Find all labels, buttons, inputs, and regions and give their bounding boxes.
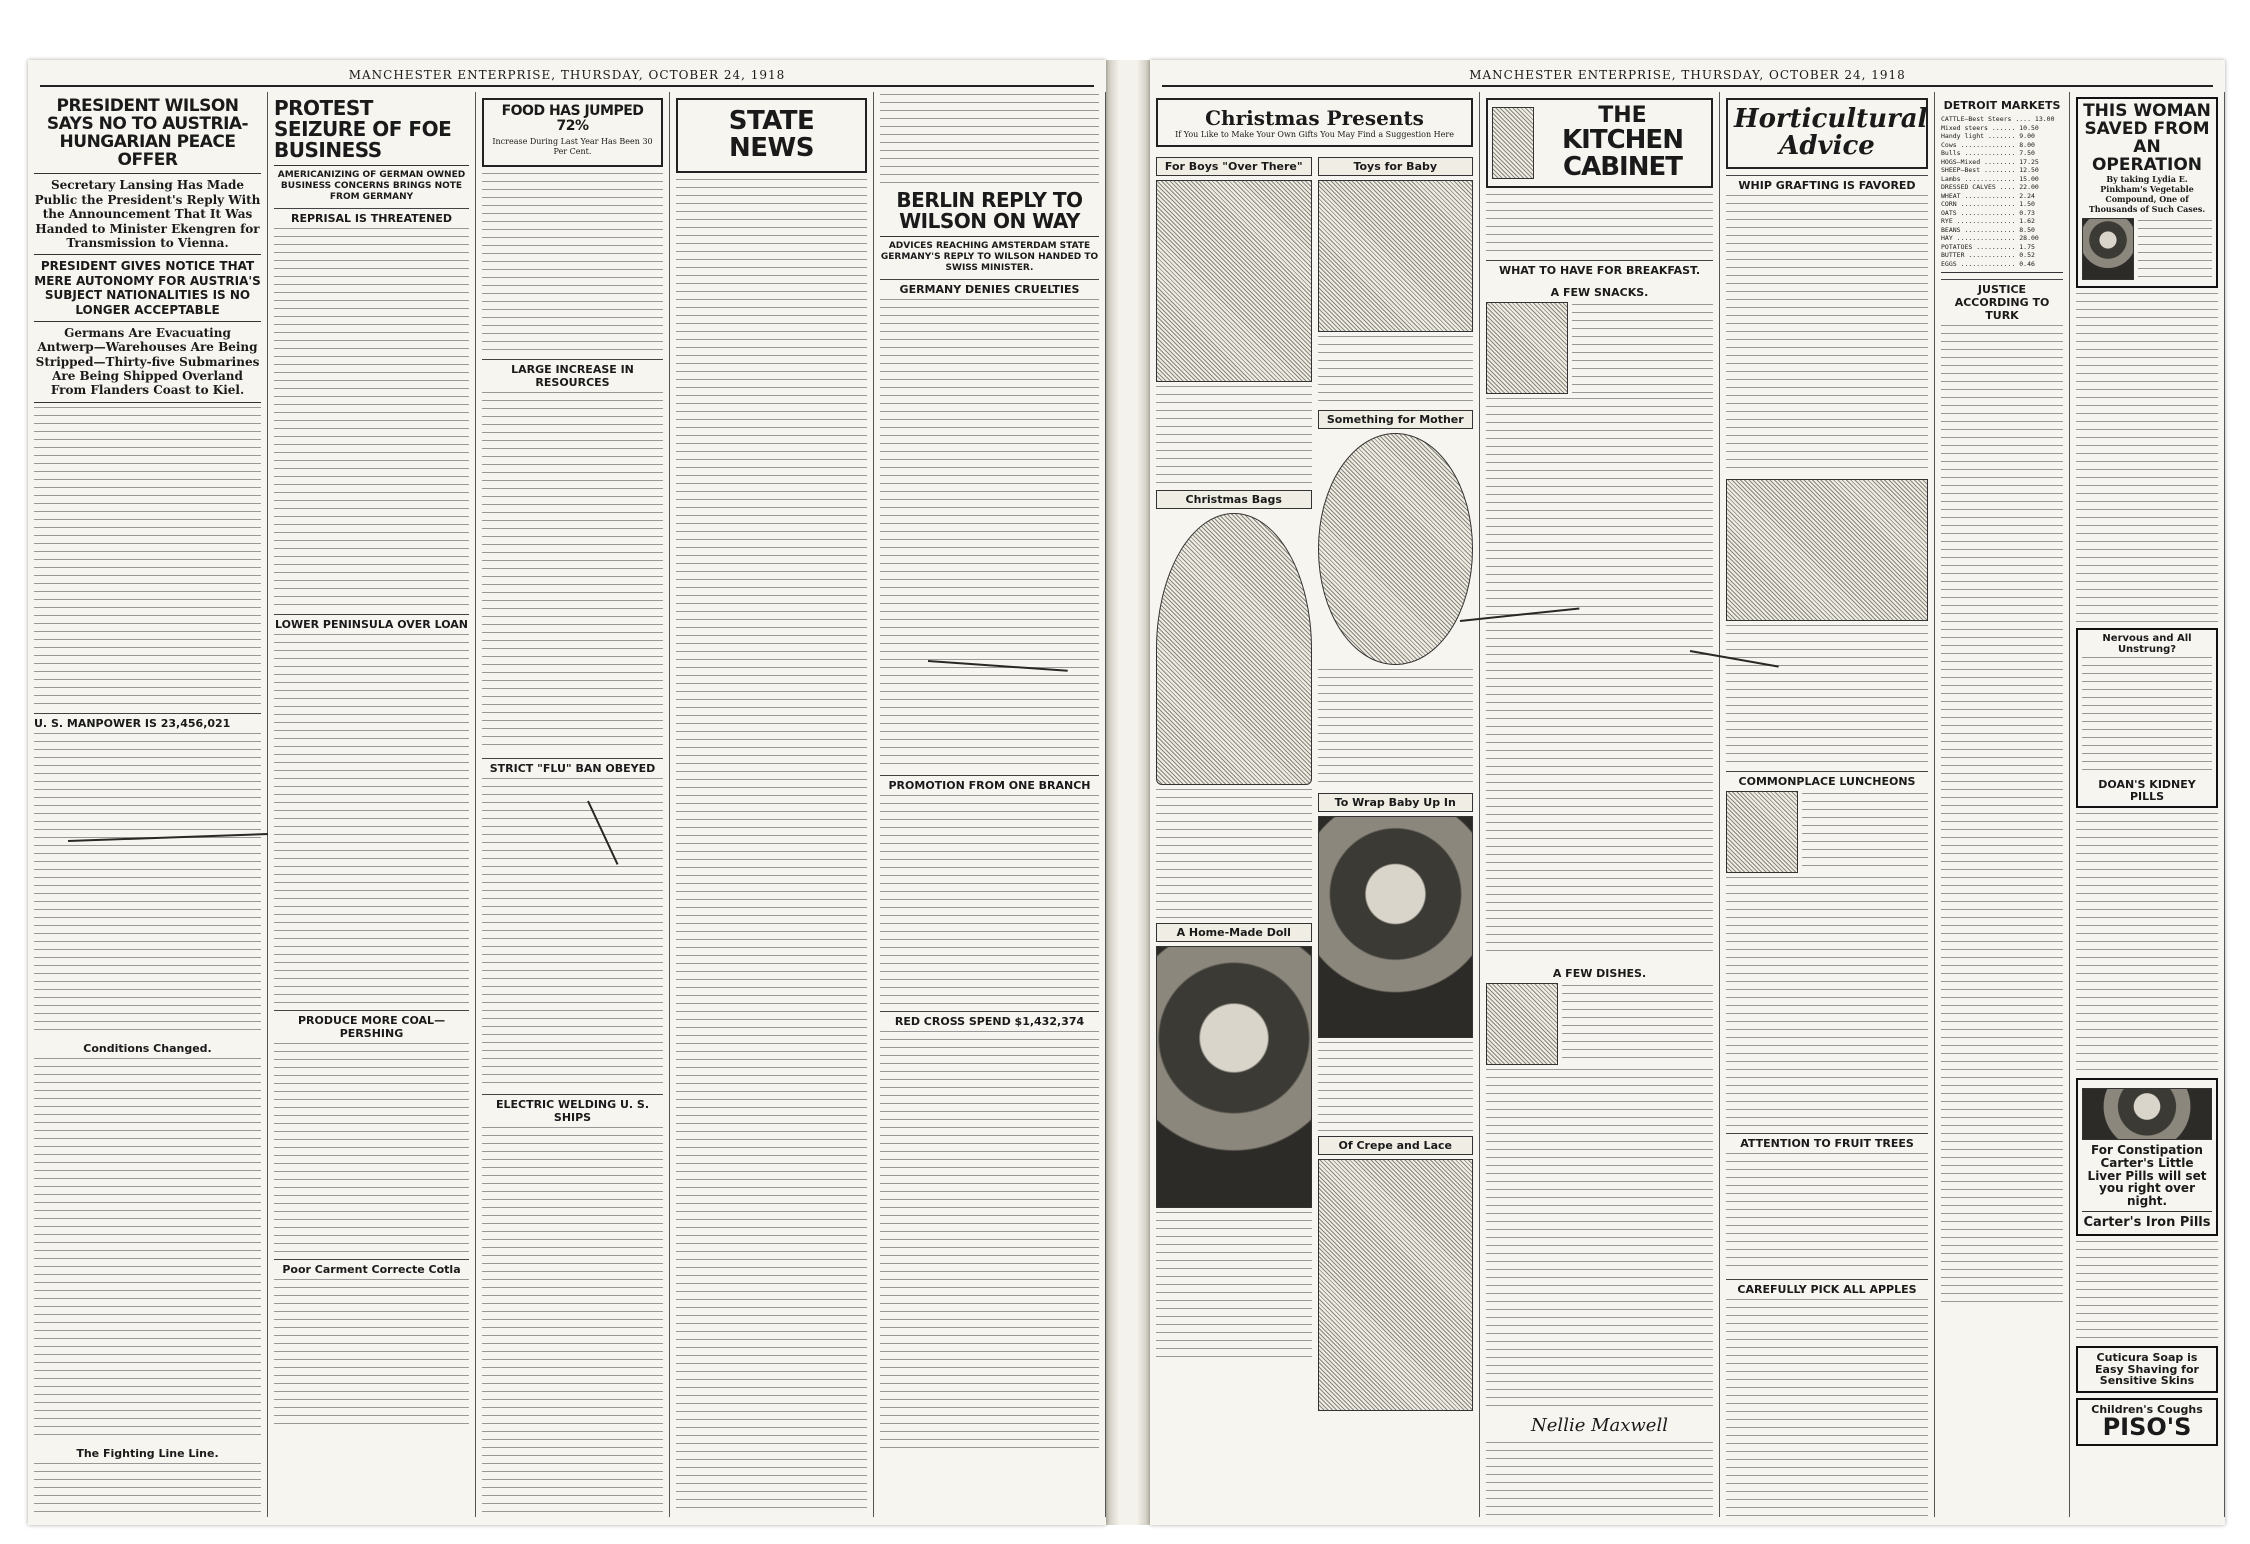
column-markets xyxy=(1935,92,2070,1517)
horticultural-title: Horticultural Advice xyxy=(1734,104,1928,162)
dropcap-illustration-3 xyxy=(1726,791,1798,873)
subhead-flu-ban: STRICT "FLU" BAN OBEYED xyxy=(482,758,663,775)
column-state-news xyxy=(670,92,874,1517)
market-table xyxy=(1941,115,2063,268)
label-toys-for-baby: Toys for Baby xyxy=(1318,157,1474,176)
ad-carters xyxy=(2076,1078,2218,1236)
ad-nerves-title: Nervous and All Unstrung? xyxy=(2102,633,2192,655)
market-row: Mixed steers ...... 10.50 xyxy=(1941,123,2039,132)
newspaper-page-left xyxy=(28,60,1106,1525)
column-berlin xyxy=(874,92,1106,1517)
page-gutter xyxy=(1106,60,1150,1525)
ad-piso-brand: PISO'S xyxy=(2102,1413,2192,1442)
label-something-for-mother: Something for Mother xyxy=(1318,410,1474,429)
ad-carters-iron: Carter's Iron Pills xyxy=(2083,1215,2211,1231)
subhead-breakfast: WHAT TO HAVE FOR BREAKFAST. xyxy=(1486,260,1713,277)
illustration-grafting xyxy=(1726,479,1928,621)
label-for-boys: For Boys "Over There" xyxy=(1156,157,1312,176)
ad-woman-portrait xyxy=(2082,218,2134,280)
label-home-made-doll: A Home-Made Doll xyxy=(1156,923,1312,942)
illustration-doll xyxy=(1156,946,1312,1208)
ad-woman-sub: By taking Lydia E. Pinkham's Vegetable Compound, One of Thousands of Such Cases. xyxy=(2088,174,2206,215)
kitchen-title-the: THE xyxy=(1598,103,1647,128)
dropcap-illustration-2 xyxy=(1486,983,1558,1065)
deck-autonomy: PRESIDENT GIVES NOTICE THAT MERE AUTONOMY FOR AUSTRIA'S SUBJECT NATIONALITIES IS NO LONGER ACCEPTABLE xyxy=(34,259,261,317)
subhead-few-dishes: A FEW DISHES. xyxy=(1552,966,1647,980)
subhead-resources: LARGE INCREASE IN RESOURCES xyxy=(482,359,663,389)
column-foe-business xyxy=(268,92,476,1517)
ad-cuticura xyxy=(2076,1346,2218,1393)
market-row: HOGS—Mixed ........ 17.25 xyxy=(1941,157,2039,166)
masthead: MANCHESTER ENTERPRISE, THURSDAY, OCTOBER 24, 1918 xyxy=(40,68,1094,87)
christmas-subtitle: If You Like to Make Your Own Gifts You May Find a Suggestion Here xyxy=(1175,130,1454,139)
market-row: DRESSED CALVES .... 22.00 xyxy=(1941,183,2039,191)
market-row: CORN .............. 1.50 xyxy=(1941,200,2035,208)
subhead-fruit-trees: ATTENTION TO FRUIT TREES xyxy=(1726,1133,1928,1150)
illustration-wrap xyxy=(1318,816,1474,1038)
subhead-welding: ELECTRIC WELDING U. S. SHIPS xyxy=(482,1094,663,1124)
carters-liver-illustration xyxy=(2082,1088,2212,1140)
subhead-pershing: PRODUCE MORE COAL—PERSHING xyxy=(274,1010,469,1040)
headline-wilson: PRESIDENT WILSON SAYS NO TO AUSTRIA-HUNGARIAN PEACE OFFER xyxy=(46,96,249,170)
label-crepe-lace: Of Crepe and Lace xyxy=(1318,1136,1474,1155)
column-horticultural xyxy=(1720,92,1935,1517)
state-news-box xyxy=(676,98,867,173)
market-row: SHEEP—Best ........ 12.50 xyxy=(1941,166,2039,174)
headline-berlin: BERLIN REPLY TO WILSON ON WAY xyxy=(896,188,1083,233)
subhead-cruelties: GERMANY DENIES CRUELTIES xyxy=(880,279,1099,296)
headline-state-news: STATE NEWS xyxy=(728,106,815,164)
subhead-luncheons: COMMONPLACE LUNCHEONS xyxy=(1726,771,1928,788)
newspaper-page-right xyxy=(1150,60,2225,1525)
masthead: MANCHESTER ENTERPRISE, THURSDAY, OCTOBER 24, 1918 xyxy=(1162,68,2213,87)
ad-woman-title: THIS WOMAN SAVED FROM AN OPERATION xyxy=(2083,101,2211,175)
ad-doans: DOAN'S KIDNEY PILLS xyxy=(2098,778,2196,803)
illustration-crepe xyxy=(1318,1159,1474,1411)
ad-carters-head: For Constipation Carter's Little Liver Pills will set you right over night. xyxy=(2087,1143,2207,1208)
kitchen-title-kitchen: KITCHEN xyxy=(1562,125,1683,156)
christmas-header xyxy=(1156,98,1473,147)
market-row: EGGS .............. 0.46 xyxy=(1941,259,2035,268)
horticultural-header xyxy=(1726,98,1928,169)
market-row: BEANS ............. 8.50 xyxy=(1941,225,2035,234)
market-row: Handy light ....... 9.00 xyxy=(1941,132,2035,140)
headline-food: FOOD HAS JUMPED 72% xyxy=(501,103,644,134)
subhead-fighting-line: The Fighting Line Line. xyxy=(76,1446,219,1460)
market-row: OATS .............. 0.73 xyxy=(1941,208,2035,217)
market-row: Lambs ............. 15.00 xyxy=(1941,174,2039,183)
column-food xyxy=(476,92,670,1517)
market-row: POTATOES .......... 1.75 xyxy=(1941,242,2035,251)
article-text xyxy=(34,407,261,707)
market-row: CATTLE—Best Steers .... 13.00 xyxy=(1941,115,2055,123)
illustration-boys xyxy=(1156,180,1312,382)
deck-amsterdam: ADVICES REACHING AMSTERDAM STATE GERMANY'S REPLY TO WILSON HANDED TO SWISS MINISTER. xyxy=(880,241,1099,273)
subhead-reprisal: REPRISAL IS THREATENED xyxy=(274,208,469,225)
subhead-manpower: U. S. MANPOWER IS 23,456,021 xyxy=(34,713,261,730)
subhead-pick-apples: CAREFULLY PICK ALL APPLES xyxy=(1726,1279,1928,1296)
market-row: RYE ............... 1.62 xyxy=(1941,217,2035,225)
label-wrap-baby: To Wrap Baby Up In xyxy=(1318,793,1474,812)
deck-americanizing: AMERICANIZING OF GERMAN OWNED BUSINESS CONCERNS BRINGS NOTE FROM GERMANY xyxy=(277,170,466,202)
christmas-title: Christmas Presents xyxy=(1205,106,1424,130)
column-wilson xyxy=(28,92,268,1517)
column-christmas xyxy=(1150,92,1480,1517)
subhead-whip-grafting: WHIP GRAFTING IS FAVORED xyxy=(1726,175,1928,192)
kitchen-header-illustration xyxy=(1492,107,1534,179)
ad-piso-head: Children's Coughs xyxy=(2091,1402,2203,1416)
market-row: HAY ............... 28.00 xyxy=(1941,234,2039,242)
subhead-snacks: A FEW SNACKS. xyxy=(1550,285,1649,299)
illustration-mother xyxy=(1318,433,1474,665)
signature-nellie-maxwell: Nellie Maxwell xyxy=(1531,1414,1668,1436)
illustration-bags xyxy=(1156,513,1312,785)
kitchen-title-cabinet: CABINET xyxy=(1563,152,1682,183)
subhead-promotion: PROMOTION FROM ONE BRANCH xyxy=(880,775,1099,792)
column-kitchen-cabinet xyxy=(1480,92,1720,1517)
markets-title: DETROIT MARKETS xyxy=(1943,99,2061,112)
market-row: WHEAT ............. 2.24 xyxy=(1941,191,2035,200)
market-row: Bulls ............. 7.50 xyxy=(1941,149,2035,157)
subhead-red-cross: RED CROSS SPEND $1,432,374 xyxy=(880,1011,1099,1028)
subhead-lower-peninsula: LOWER PENINSULA OVER LOAN xyxy=(274,614,469,631)
subhead-poor-carment: Poor Carment Correcte Cotla xyxy=(274,1259,469,1276)
ad-cuticura-text: Cuticura Soap is Easy Shaving for Sensitive Skins xyxy=(2095,1351,2199,1388)
ad-pinkham xyxy=(2076,97,2218,288)
headline-foe-business: PROTEST SEIZURE OF FOE BUSINESS xyxy=(274,96,452,162)
food-box xyxy=(482,98,663,167)
illustration-toys xyxy=(1318,180,1474,332)
market-row: BUTTER ............ 0.52 xyxy=(1941,251,2035,259)
dropcap-illustration xyxy=(1486,302,1568,394)
ad-piso xyxy=(2076,1398,2218,1447)
label-christmas-bags: Christmas Bags xyxy=(1156,490,1312,509)
ad-nerves xyxy=(2076,628,2218,808)
column-ads xyxy=(2070,92,2225,1517)
subhead-conditions: Conditions Changed. xyxy=(83,1041,212,1055)
deck-antwerp: Germans Are Evacuating Antwerp—Warehouses Are Being Stripped—Thirty-five Submarines Are Being Shipped Overland From Flanders Coast to Kiel. xyxy=(35,325,260,398)
deck-food: Increase During Last Year Has Been 30 Per Cent. xyxy=(492,137,653,156)
deck-lansing: Secretary Lansing Has Made Public the President's Reply With the Announcement That It Was Handed to Minister Ekengren for Transmission to Vienna. xyxy=(34,178,261,250)
market-row: Cows .............. 8.00 xyxy=(1941,140,2035,149)
subhead-justice: JUSTICE ACCORDING TO TURK xyxy=(1941,279,2063,322)
kitchen-header xyxy=(1486,98,1713,188)
